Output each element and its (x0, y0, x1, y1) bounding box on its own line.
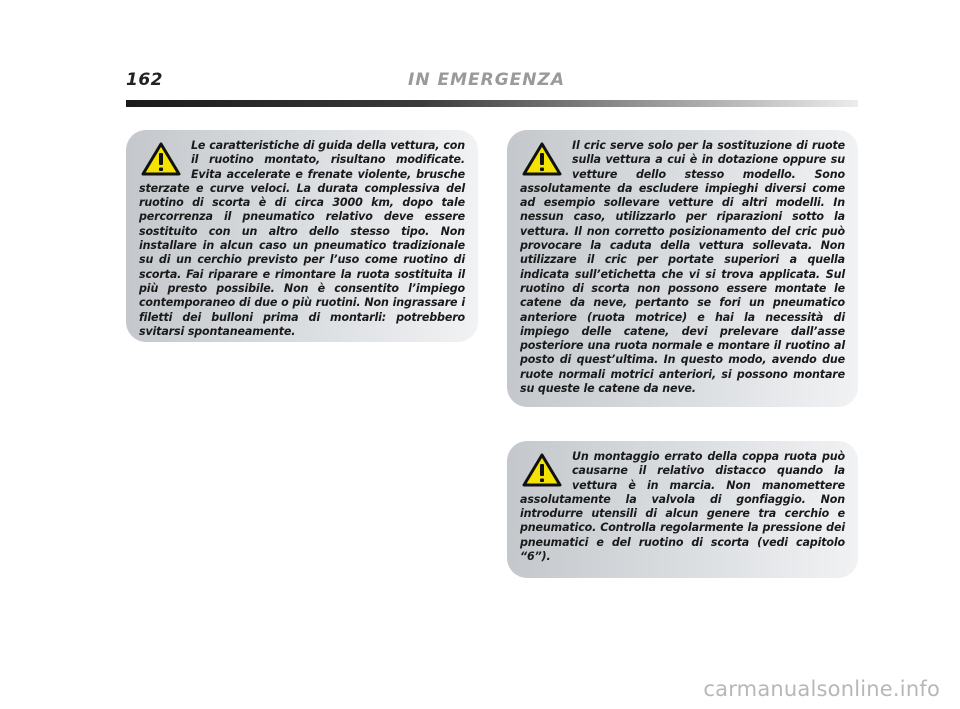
warning-triangle-icon (522, 453, 562, 487)
warning-box-spare-wheel (126, 130, 478, 342)
warning-triangle-icon (522, 142, 562, 176)
warning-box-wheel-cover (507, 441, 858, 578)
warning-text: Il cric serve solo per la sostituzione di ruote sulla vettura a cui è in dotazione oppure su vetture dello stesso modello. Sono assolutamente da escludere impieghi diversi come ad esempio sollevare vetture di altri modelli. In nessun caso, utilizzarlo per riparazioni sotto la vettura. Il non corretto posizionamento del cric può provocare la caduta della vettura sollevata. Non utilizzare il cric per portate superiori a quella indicata sull’etichetta che vi si trova applicata. Sul ruotino di scorta non possono essere montate le catene da neve, pertanto se fori un pneumatico anteriore (ruota motrice) e hai la necessità di impiego delle catene, devi prelevare dall’asse posteriore una ruota normale e montare il ruotino al posto di quest’ultima. In questo modo, avendo due ruote normali motrici anteriori, si possono montare su queste le catene da neve. (520, 139, 845, 396)
header-rule (126, 100, 858, 107)
page-number: 162 (126, 70, 163, 90)
warning-triangle-icon (141, 142, 181, 176)
warning-text: Le caratteristiche di guida della vettura, con il ruotino montato, risultano modificate. Evita accelerate e frenate violente, brusche sterzate e curve veloci. La durata complessiva del ruotino di scorta è di circa 3000 km, dopo tale percorrenza il pneumatico relativo deve essere sostituito con un altro dello stesso tipo. Non installare in alcun caso un pneumatico tradizionale su di un cerchio previsto per l’uso come ruotino di scorta. Fai riparare e rimontare la ruota sostituita il più presto possibile. Non è consentito l’impiego contemporaneo di due o più ruotini. Non ingrassare i filetti dei bulloni prima di montarli: potrebbero svitarsi spontaneamente. (139, 139, 465, 338)
section-title: IN EMERGENZA (408, 70, 565, 90)
warning-box-jack (507, 130, 858, 407)
watermark: carmanualsonline.info (703, 677, 940, 701)
warning-text: Un montaggio errato della coppa ruota può causarne il relativo distacco quando la vettura è in marcia. Non manomettere assolutamente la valvola di gonfiaggio. Non introdurre utensili di alcun genere tra cerchio e pneumatico. Controlla regolarmente la pressione dei pneumatici e del ruotino di scorta (vedi capitolo “6”). (520, 450, 845, 564)
